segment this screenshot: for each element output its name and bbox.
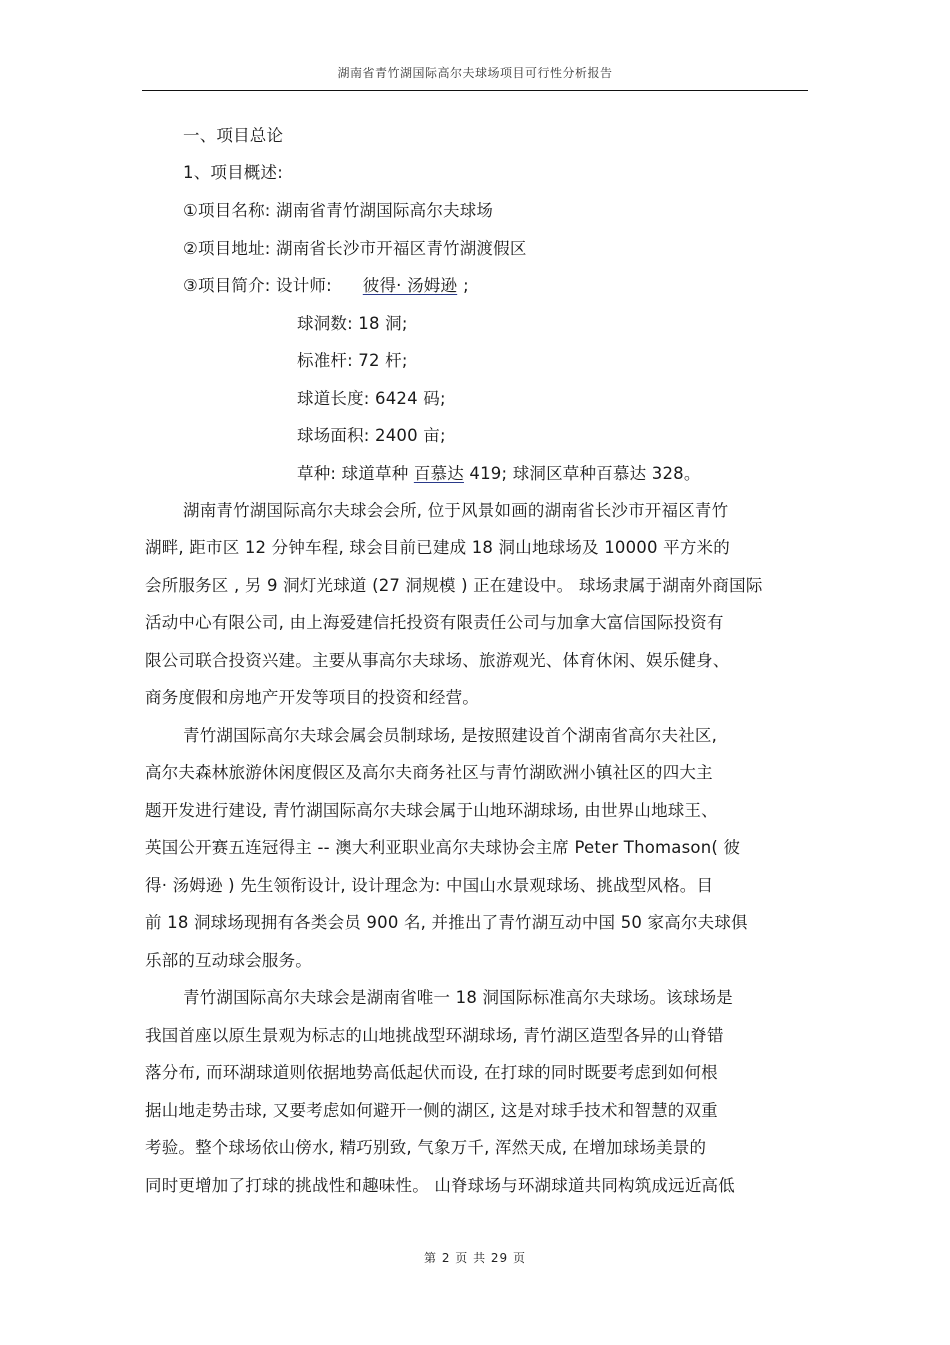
- paragraph-line: 英国公开赛五连冠得主 -- 澳大利亚职业高尔夫球协会主席 Peter Thomason( 彼: [145, 838, 741, 857]
- grass-suffix: 419; 球洞区草种百慕达 328。: [463, 464, 701, 483]
- page-header-title: 湖南省青竹湖国际高尔夫球场项目可行性分析报告: [337, 66, 613, 80]
- paragraph-line: 会所服务区 , 另 9 洞灯光球道 (27 洞规模 ) 正在建设中。 球场隶属于湖南外商国际: [145, 576, 763, 595]
- paragraph-line: 商务度假和房地产开发等项目的投资和经营。: [145, 688, 479, 707]
- project-address-value: 湖南省长沙市开福区青竹湖渡假区: [276, 239, 527, 258]
- paragraph-line: 活动中心有限公司, 由上海爱建信托投资有限责任公司与加拿大富信国际投资有: [145, 613, 724, 632]
- paragraph-line: 前 18 洞球场现拥有各类会员 900 名, 并推出了青竹湖互动中国 50 家高尔夫球俱: [145, 913, 748, 932]
- paragraph-line: 湖南青竹湖国际高尔夫球会会所, 位于风景如画的湖南省长沙市开福区青竹: [183, 501, 729, 520]
- paragraph-line: 落分布, 而环湖球道则依据地势高低起伏而设, 在打球的同时既要考虑到如何根: [145, 1063, 718, 1082]
- paragraph-line: 同时更增加了打球的挑战性和趣味性。 山脊球场与环湖球道共同构筑成远近高低: [145, 1176, 735, 1195]
- header-divider: [142, 90, 808, 91]
- section-heading: 一、项目总论: [183, 126, 284, 145]
- paragraph-line: 题开发进行建设, 青竹湖国际高尔夫球会属于山地环湖球场, 由世界山地球王、: [145, 801, 718, 820]
- paragraph-line: 乐部的互动球会服务。: [145, 951, 312, 970]
- paragraph-line: 得· 汤姆逊 ) 先生领衔设计, 设计理念为: 中国山水景观球场、挑战型风格。目: [145, 876, 714, 895]
- paragraph-line: 湖畔, 距市区 12 分钟车程, 球会目前已建成 18 洞山地球场及 10000 平方米的: [145, 538, 730, 557]
- project-name-line: [183, 200, 493, 222]
- holes-line: 球洞数: 18 洞;: [297, 314, 408, 333]
- length-line: 球道长度: 6424 码;: [297, 389, 446, 408]
- grass-prefix: 草种: 球道草种: [297, 464, 409, 483]
- par-line: 标准杆: 72 杆;: [297, 351, 408, 370]
- designer-value: 彼得· 汤姆逊: [362, 276, 458, 295]
- designer-label: 设计师:: [276, 276, 332, 295]
- paragraph-line: 限公司联合投资兴建。主要从事高尔夫球场、旅游观光、体育休闲、娱乐健身、: [145, 651, 730, 670]
- paragraph-line: 青竹湖国际高尔夫球会是湖南省唯一 18 洞国际标准高尔夫球场。该球场是: [183, 988, 733, 1007]
- section-subheading: 1、项目概述:: [183, 163, 283, 182]
- project-name-value: 湖南省青竹湖国际高尔夫球场: [276, 201, 494, 220]
- project-intro-line: [183, 275, 469, 297]
- project-address-label: ②项目地址:: [183, 239, 271, 258]
- area-line: 球场面积: 2400 亩;: [297, 426, 446, 445]
- paragraph-line: 据山地走势击球, 又要考虑如何避开一侧的湖区, 这是对球手技术和智慧的双重: [145, 1101, 718, 1120]
- paragraph-line: 我国首座以原生景观为标志的山地挑战型环湖球场, 青竹湖区造型各异的山脊错: [145, 1026, 724, 1045]
- grass-line: [297, 463, 701, 485]
- project-intro-label: ③项目简介:: [183, 276, 271, 295]
- project-name-label: ①项目名称:: [183, 201, 271, 220]
- designer-end: ;: [463, 276, 469, 295]
- grass-underlined: 百慕达: [413, 464, 464, 483]
- page-number: 第 2 页 共 29 页: [424, 1251, 526, 1265]
- paragraph-line: 考验。整个球场依山傍水, 精巧别致, 气象万千, 浑然天成, 在增加球场美景的: [145, 1138, 707, 1157]
- paragraph-line: 高尔夫森林旅游休闲度假区及高尔夫商务社区与青竹湖欧洲小镇社区的四大主: [145, 763, 713, 782]
- paragraph-line: 青竹湖国际高尔夫球会属会员制球场, 是按照建设首个湖南省高尔夫社区,: [183, 726, 718, 745]
- project-address-line: [183, 238, 527, 260]
